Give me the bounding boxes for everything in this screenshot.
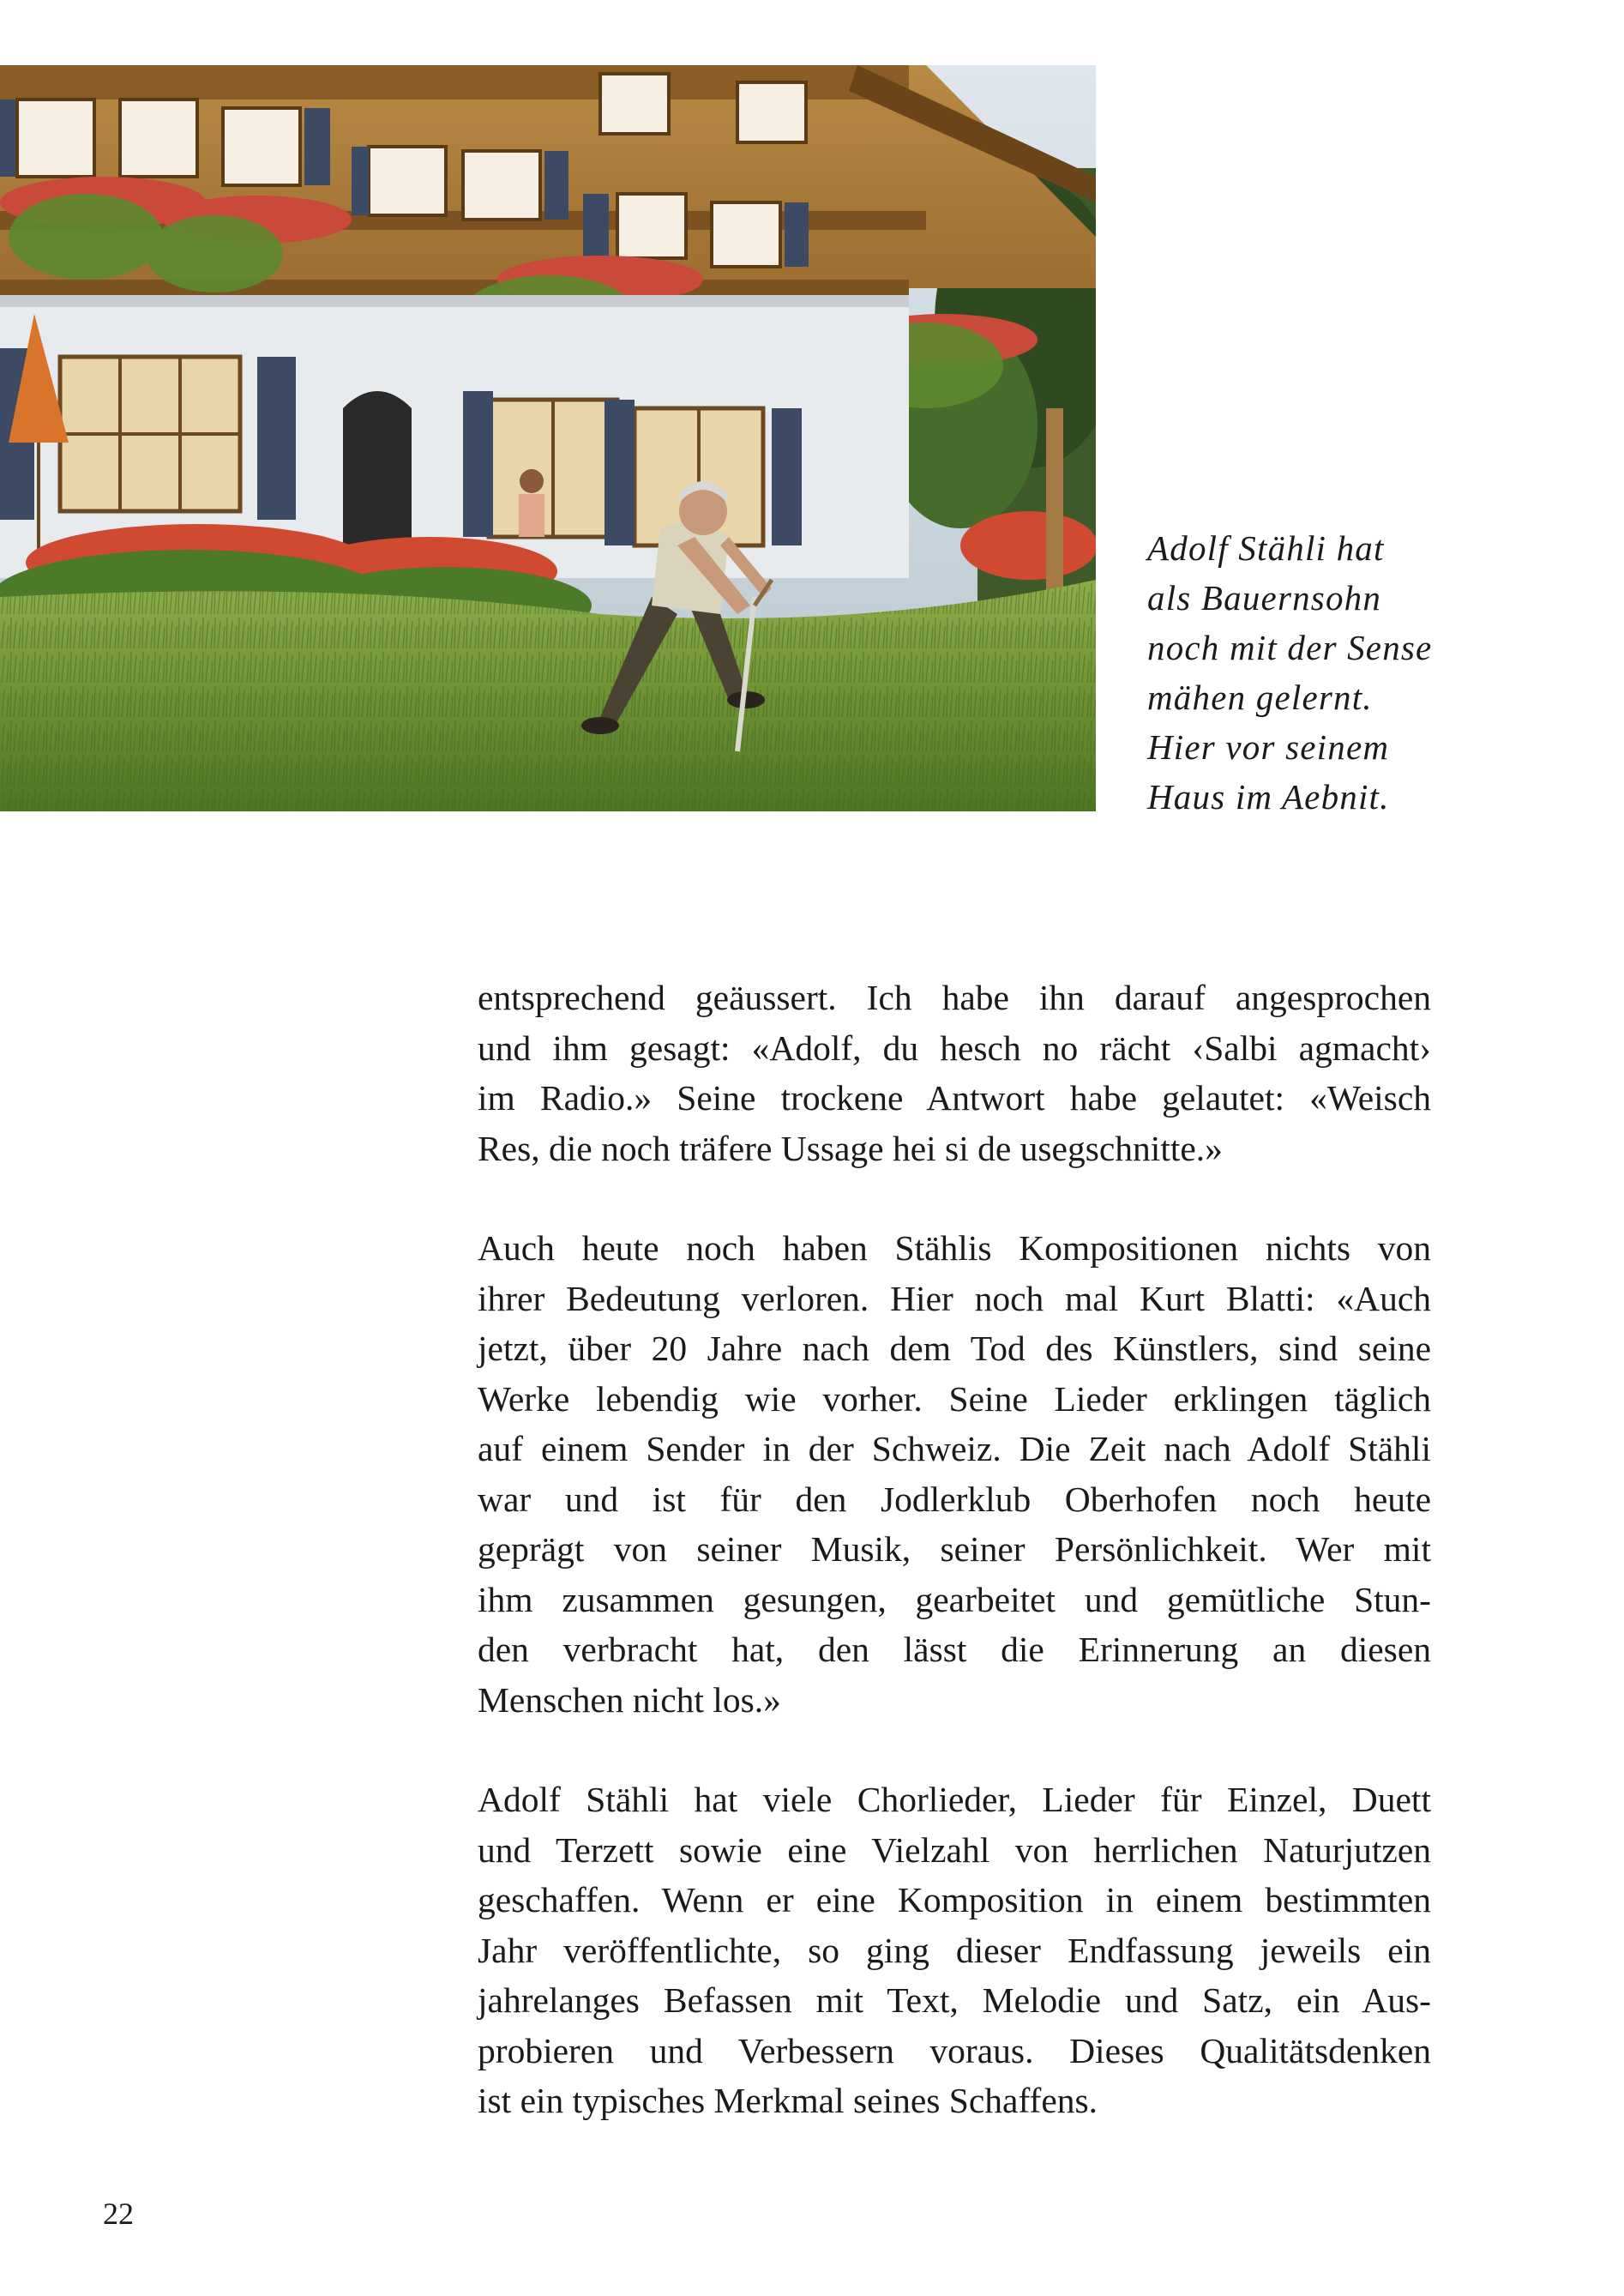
text-line: jahrelanges Befassen mit Text, Melodie und Satz, ein Aus- (478, 1980, 1431, 2020)
text-line: war und ist für den Jodlerklub Oberhofen noch heute (478, 1479, 1431, 1519)
photo-adolf-staehli-mowing (0, 65, 1096, 811)
text-line: Auch heute noch haben Stählis Kompositionen nichts von (478, 1228, 1431, 1268)
caption-line: Hier vor seinem (1147, 727, 1390, 767)
body-text (478, 973, 1431, 2176)
caption-line: noch mit der Sense (1147, 628, 1433, 667)
text-line: entsprechend geäussert. Ich habe ihn darauf angesprochen (478, 978, 1431, 1017)
text-line: Menschen nicht los.» (478, 1679, 781, 1720)
text-line: Res, die noch träfere Ussage hei si de usegschnitte.» (478, 1128, 1223, 1168)
text-line: im Radio.» Seine trockene Antwort habe gelautet: «Weisch (478, 1078, 1431, 1118)
text-line: ist ein typisches Merkmal seines Schaffens. (478, 2081, 1098, 2120)
caption-line: als Bauernsohn (1147, 578, 1382, 618)
text-line: geprägt von seiner Musik, seiner Persönlichkeit. Wer mit (478, 1529, 1431, 1569)
page-number: 22 (103, 2197, 134, 2231)
paragraph-3 (478, 1775, 1431, 2126)
text-line: Jahr veröffentlichte, so ging dieser Endfassung jeweils ein (478, 1930, 1431, 1970)
text-line: ihrer Bedeutung verloren. Hier noch mal Kurt Blatti: «Auch (478, 1278, 1431, 1318)
caption-line: mähen gelernt. (1147, 678, 1373, 717)
text-line: und Terzett sowie eine Vielzahl von herrlichen Naturjutzen (478, 1829, 1431, 1870)
text-line: ihm zusammen gesungen, gearbeitet und gemütliche Stun- (478, 1579, 1431, 1619)
text-line: probieren und Verbessern voraus. Dieses Qualitätsdenken (478, 2030, 1431, 2070)
text-line: Werke lebendig wie vorher. Seine Lieder erklingen täglich (478, 1378, 1431, 1419)
text-line: jetzt, über 20 Jahre nach dem Tod des Künstlers, sind seine (478, 1329, 1431, 1368)
text-line: und ihm gesagt: «Adolf, du hesch no rächt ‹Salbi agmacht› (478, 1027, 1431, 1068)
photo-caption (1147, 523, 1516, 822)
photo-illustration (0, 65, 1096, 811)
paragraph-2 (478, 1223, 1431, 1725)
text-line: geschaffen. Wenn er eine Komposition in einem bestimmten (478, 1880, 1431, 1919)
caption-line: Adolf Stähli hat (1147, 528, 1385, 568)
text-line: Adolf Stähli hat viele Chorlieder, Lieder für Einzel, Duett (478, 1780, 1431, 1819)
text-line: den verbracht hat, den lässt die Erinnerung an diesen (478, 1630, 1431, 1669)
paragraph-1 (478, 973, 1431, 1173)
caption-line: Haus im Aebnit. (1147, 777, 1390, 817)
text-line: auf einem Sender in der Schweiz. Die Zeit nach Adolf Stähli (478, 1429, 1431, 1468)
